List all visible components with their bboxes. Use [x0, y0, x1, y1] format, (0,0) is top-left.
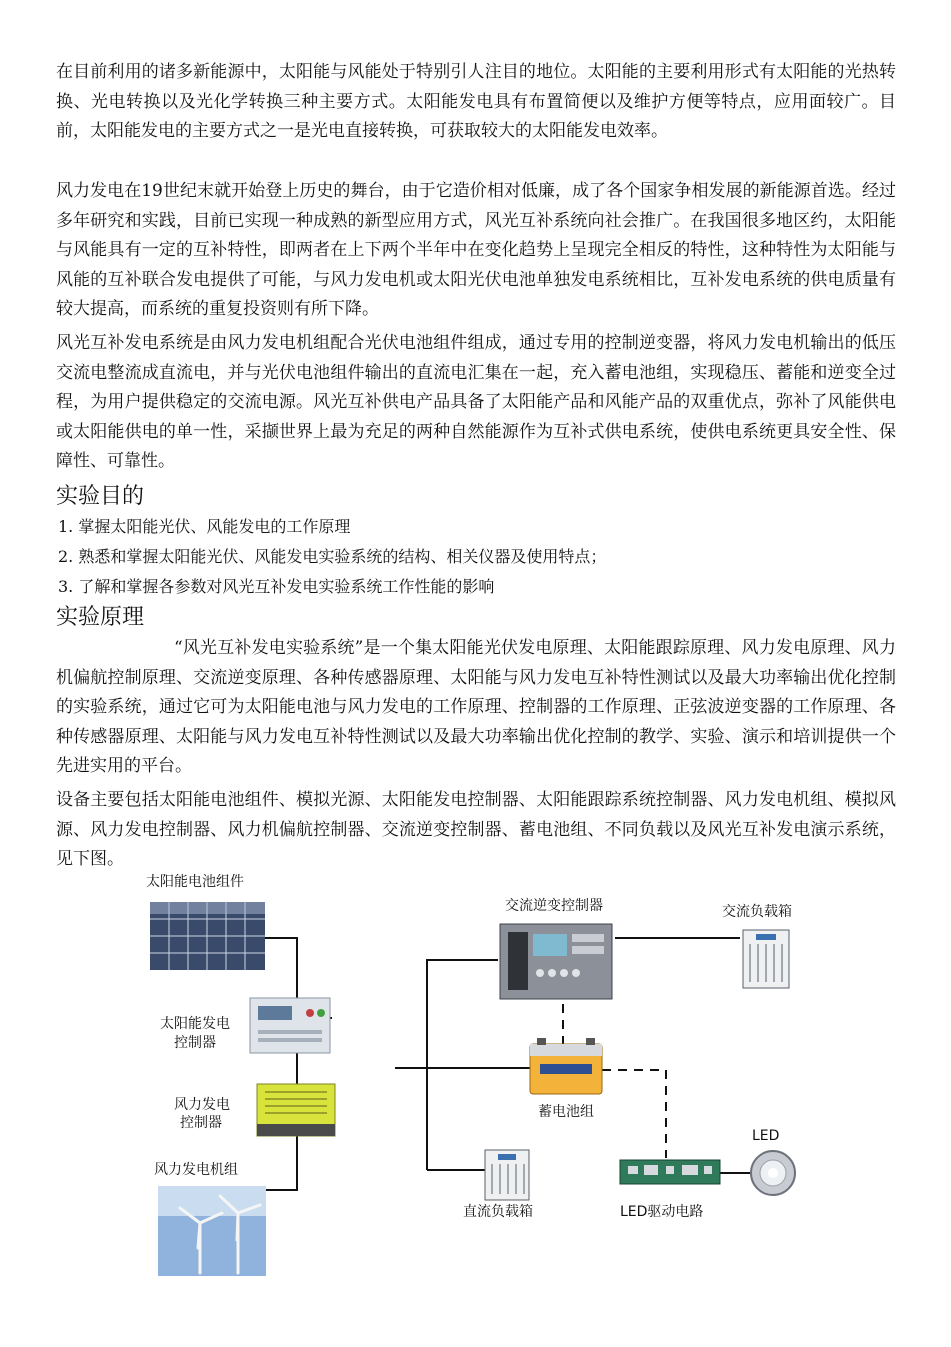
battery-image: [530, 1038, 602, 1094]
dc-load-label: 直流负载箱: [463, 1204, 533, 1220]
solar-controller-label-2: 控制器: [174, 1035, 216, 1051]
solar-panel-label: 太阳能电池组件: [146, 874, 244, 890]
purpose-item: 1. 掌握太阳能光伏、风能发电的工作原理: [58, 517, 351, 536]
solar-controller-image: [250, 998, 330, 1053]
purpose-heading: 实验目的: [56, 484, 145, 509]
led-driver-label: LED驱动电路: [620, 1204, 704, 1220]
ac-load-label: 交流负载箱: [722, 904, 792, 920]
dc-load-image: [485, 1150, 529, 1200]
intro-paragraph-2: 风力发电在19世纪末就开始登上历史的舞台，由于它造价相对低廉，成了各个国家争相发展的新能源首选。经过多年研究和实践，目前已实现一种成熟的新型应用方式，风光互补系统向社会推广。在我国很多地区约，太阳能与风能具有一定的互补特性，即两者在上下两个半年中在变化趋势上呈现完全相反的特性，这种特性为太阳能与风能的互补联合发电提供了可能，与风力发电机或太阳光伏电池单独发电系统相比，互补发电系统的供电质量有较大提高，而系统的重复投资则有所下降。: [56, 181, 896, 320]
intro-paragraph-3: 风光互补发电系统是由风力发电机组配合光伏电池组件组成，通过专用的控制逆变器，将风力发电机输出的低压交流电整流成直流电，并与光伏电池组件输出的直流电汇集在一起，充入蓄电池组，实现稳压、蓄能和逆变全过程，为用户提供稳定的交流电源。风光互补供电产品具备了太阳能产品和风能产品的双重优点，弥补了风能供电或太阳能供电的单一性，采撷世界上最为充足的两种自然能源作为互补式供电系统，使供电系统更具安全性、保障性、可靠性。: [56, 333, 896, 472]
principle-paragraph-2: 设备主要包括太阳能电池组件、模拟光源、太阳能发电控制器、太阳能跟踪系统控制器、风力发电机组、模拟风源、风力发电控制器、风力机偏航控制器、交流逆变控制器、蓄电池组、不同负载以及风光互补发电演示系统，见下图。: [56, 790, 896, 870]
led-lamp-image: [751, 1151, 795, 1195]
intro-paragraph-1: 在目前利用的诸多新能源中，太阳能与风能处于特别引人注目的地位。太阳能的主要利用形式有太阳能的光热转换、光电转换以及光化学转换三种主要方式。太阳能发电具有布置简便以及维护方便等特点，应用面较广。目前，太阳能发电的主要方式之一是光电直接转换，可获取较大的太阳能发电效率。: [56, 62, 896, 142]
wind-turbine-label: 风力发电机组: [154, 1162, 238, 1178]
solar-panel-image: [150, 902, 265, 970]
led-label: LED: [752, 1128, 780, 1144]
wind-turbine-image: [158, 1186, 266, 1276]
battery-label: 蓄电池组: [538, 1104, 594, 1120]
wind-controller-image: [257, 1084, 335, 1136]
wind-controller-label-1: 风力发电: [174, 1097, 230, 1113]
purpose-item: 2. 熟悉和掌握太阳能光伏、风能发电实验系统的结构、相关仪器及使用特点；: [58, 547, 607, 566]
wind-controller-label-2: 控制器: [180, 1115, 222, 1131]
inverter-label: 交流逆变控制器: [505, 898, 603, 914]
solar-controller-label-1: 太阳能发电: [160, 1016, 230, 1032]
inverter-image: [500, 924, 612, 999]
system-diagram: [140, 868, 840, 1283]
principle-paragraph-1: “风光互补发电实验系统”是一个集太阳能光伏发电原理、太阳能跟踪原理、风力发电原理、风力机偏航控制原理、交流逆变原理、各种传感器原理、太阳能与风力发电互补特性测试以及最大功率输出优化控制的实验系统，通过它可为太阳能电池与风力发电的工作原理、控制器的工作原理、正弦波逆变器的工作原理、各种传感器原理、太阳能与风力发电互补特性测试以及最大功率输出优化控制的教学、实验、演示和培训提供一个先进实用的平台。: [56, 638, 896, 777]
purpose-item: 3. 了解和掌握各参数对风光互补发电实验系统工作性能的影响: [58, 577, 495, 596]
led-driver-image: [620, 1160, 720, 1184]
ac-load-image: [743, 930, 789, 988]
principle-heading: 实验原理: [56, 605, 145, 630]
purpose-list: [58, 512, 606, 602]
